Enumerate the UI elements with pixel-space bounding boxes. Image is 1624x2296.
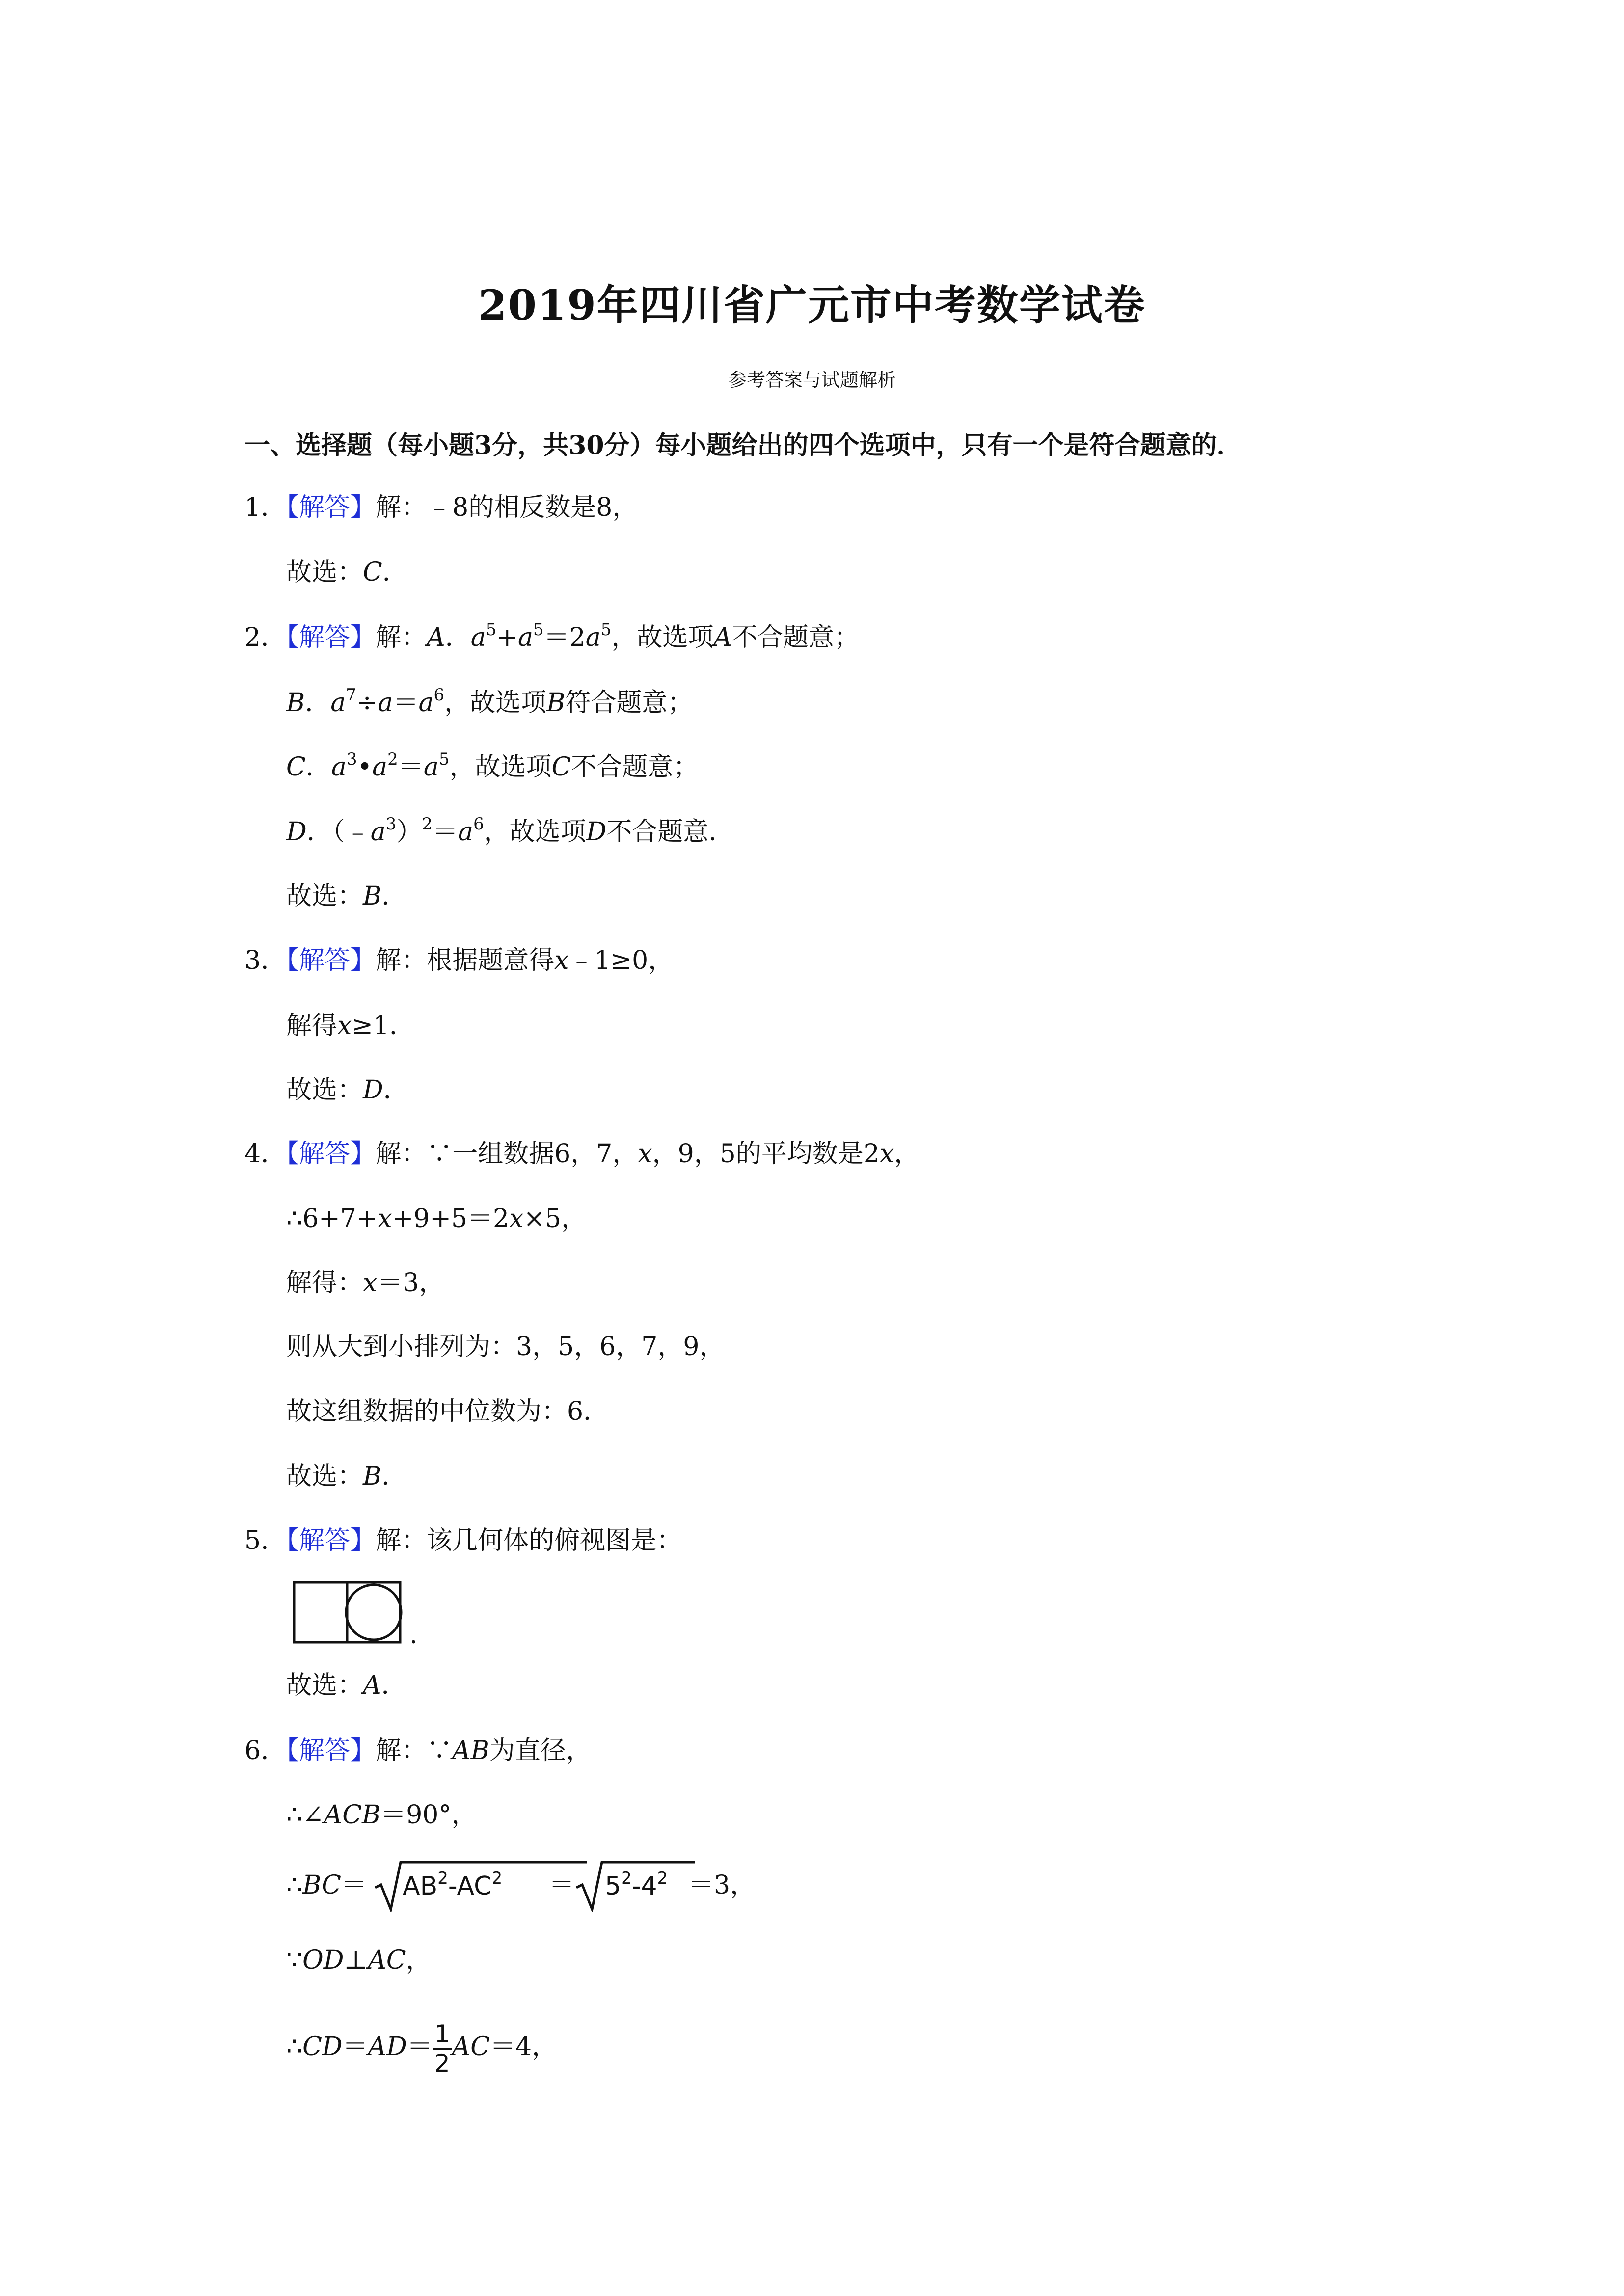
sqrt-radicand-2 xyxy=(605,1871,668,1901)
answer-text: ，故选项 xyxy=(611,623,714,652)
answer-text: ∴ xyxy=(286,2032,303,2061)
math-var: BC xyxy=(302,1870,342,1900)
answer-text: ． xyxy=(305,752,331,782)
question-number: 4． xyxy=(244,1139,287,1169)
math-exponent: 2 xyxy=(387,749,398,769)
q4-line-5: 故这组数据的中位数为：6． xyxy=(286,1397,609,1426)
math-op: ＝2 xyxy=(543,623,586,652)
fraction-half xyxy=(433,2020,452,2077)
math-op: ÷ xyxy=(356,688,378,718)
q4-line-1 xyxy=(244,1139,920,1169)
answer-text: 故选： xyxy=(286,881,363,911)
q5-line-2 xyxy=(286,1670,407,1701)
q2-line-2 xyxy=(286,685,693,718)
math-var: ACB xyxy=(324,1800,381,1830)
math-exponent: 5 xyxy=(533,620,544,640)
answer-text: 不合题意； xyxy=(571,752,699,782)
q6-result: ＝3， xyxy=(688,1870,756,1900)
math-var: x xyxy=(638,1139,652,1169)
math-var: AC xyxy=(368,1946,406,1975)
q3-line-3 xyxy=(286,1075,409,1105)
question-number: 2． xyxy=(244,623,287,652)
math-var: a xyxy=(418,688,434,718)
answer-text: ×5， xyxy=(523,1204,587,1233)
math-op: + xyxy=(496,623,518,652)
q2-line-4 xyxy=(286,814,734,847)
math-op: • xyxy=(357,752,373,782)
math-op: ＝ xyxy=(341,1870,367,1900)
q6-line-3 xyxy=(286,1870,367,1900)
math-op: ＝ xyxy=(393,688,419,718)
page-title: 2019年四川省广元市中考数学试卷 xyxy=(478,281,1146,329)
answer-text: 解：该几何体的俯视图是： xyxy=(376,1526,682,1555)
math-var: x xyxy=(337,1011,352,1041)
math-var: a xyxy=(378,688,393,718)
answer-text: ． xyxy=(445,623,471,652)
math-var: AC xyxy=(452,2032,490,2061)
answer-text: ，9，5的平均数是2 xyxy=(652,1139,880,1169)
answer-text: ∵ xyxy=(286,1946,303,1975)
answer-text: 解：∵ xyxy=(376,1736,453,1765)
math-exponent: 2 xyxy=(491,1869,503,1888)
math-op: ＝ xyxy=(406,2032,433,2061)
answer-text: ，故选项 xyxy=(444,688,547,718)
fraction-numerator: 1 xyxy=(433,2020,452,2050)
q4-line-6 xyxy=(286,1461,407,1492)
answer-text: 符合题意； xyxy=(565,688,693,718)
answer-text: ＝4， xyxy=(490,2032,558,2061)
answer-choice: B xyxy=(363,1462,382,1491)
answer-text: 故选： xyxy=(286,558,363,587)
math-var: a xyxy=(517,623,533,652)
answer-text: ，故选项 xyxy=(449,752,552,782)
math-exponent: 2 xyxy=(422,814,433,834)
top-view-figure xyxy=(292,1580,405,1644)
math-exponent: 2 xyxy=(621,1869,632,1888)
answer-text: ∴∠ xyxy=(286,1800,324,1830)
answer-text: ﹣1≥0， xyxy=(568,946,674,975)
answer-text: ，故选项 xyxy=(484,817,586,847)
question-number: 5． xyxy=(244,1526,287,1555)
answer-text: ∴ xyxy=(286,1870,303,1900)
figure-period: . xyxy=(409,1620,418,1650)
question-number: 1． xyxy=(244,493,287,522)
answer-text: ．（﹣ xyxy=(306,817,371,847)
answer-text: 不合题意． xyxy=(606,817,734,847)
math-op: -4 xyxy=(631,1871,657,1901)
math-var: a xyxy=(330,688,346,718)
q6-line-2 xyxy=(286,1800,477,1830)
math-var: CD xyxy=(302,2032,343,2061)
q6-line-1 xyxy=(244,1735,592,1766)
answer-text: ， xyxy=(406,1946,432,1975)
answer-tag: 【解答】 xyxy=(286,1526,376,1555)
answer-text: ． xyxy=(383,1075,409,1105)
q4-line-3 xyxy=(286,1268,444,1298)
math-number: 5 xyxy=(605,1871,622,1901)
math-var: x xyxy=(378,1204,392,1233)
option-letter: A xyxy=(713,623,732,652)
option-letter: D xyxy=(286,817,307,847)
answer-choice: A xyxy=(363,1671,381,1700)
q1-line-1 xyxy=(244,492,638,523)
figure-circle xyxy=(346,1585,401,1640)
answer-text: ∴6+7+ xyxy=(286,1204,378,1233)
math-var: a xyxy=(372,752,388,782)
q3-line-2 xyxy=(286,1011,415,1041)
answer-text: ＝90°， xyxy=(380,1800,477,1830)
math-var: a xyxy=(331,752,347,782)
answer-text: 为直径， xyxy=(489,1736,592,1765)
answer-choice: B xyxy=(363,881,382,911)
q2-line-5 xyxy=(286,881,407,911)
answer-text: ． xyxy=(381,1462,407,1491)
math-exponent: 2 xyxy=(657,1869,668,1888)
answer-tag: 【解答】 xyxy=(286,1736,376,1765)
q2-line-1 xyxy=(244,622,860,653)
answer-text: 解： xyxy=(376,623,427,652)
figure-square-left xyxy=(294,1582,347,1642)
math-op: -AC xyxy=(448,1871,492,1901)
answer-tag: 【解答】 xyxy=(286,493,376,522)
math-var: x xyxy=(879,1139,894,1169)
math-var: x xyxy=(554,946,569,975)
option-letter: C xyxy=(551,752,571,782)
q5-line-1 xyxy=(244,1525,682,1556)
answer-text: ． xyxy=(305,688,331,718)
answer-text: ≥1． xyxy=(352,1011,415,1041)
answer-text: ＝3， xyxy=(377,1268,445,1298)
math-var: a xyxy=(585,623,601,652)
math-exponent: 5 xyxy=(486,620,497,640)
q6-eq-2: ＝ xyxy=(549,1870,575,1900)
question-number: 3． xyxy=(244,946,287,975)
section-heading: 一、选择题（每小题3分，共30分）每小题给出的四个选项中，只有一个是符合题意的． xyxy=(244,430,1243,460)
answer-tag: 【解答】 xyxy=(286,1139,376,1169)
answer-text: 解：根据题意得 xyxy=(376,946,555,975)
answer-text: 解得 xyxy=(286,1011,338,1041)
answer-text: 解得： xyxy=(286,1268,363,1298)
answer-text: 故选： xyxy=(286,1462,363,1491)
math-var: x xyxy=(363,1268,378,1298)
math-exponent: 3 xyxy=(346,749,357,769)
q6-line-4 xyxy=(286,1945,432,1976)
math-var: a xyxy=(458,817,474,847)
fraction-denominator: 2 xyxy=(434,2049,450,2078)
math-var: a xyxy=(370,817,386,847)
math-exponent: 5 xyxy=(438,749,450,769)
answer-tag: 【解答】 xyxy=(286,946,376,975)
math-op: ⊥ xyxy=(344,1946,368,1975)
option-letter: B xyxy=(546,688,566,718)
q4-line-2 xyxy=(286,1203,587,1234)
math-exponent: 6 xyxy=(433,685,445,705)
answer-text: ， xyxy=(894,1139,920,1169)
math-var: AB xyxy=(403,1871,438,1901)
page-subtitle: 参考答案与试题解析 xyxy=(728,369,896,391)
answer-choice: C xyxy=(363,558,382,587)
q4-line-4: 则从大到小排列为：3，5，6，7，9， xyxy=(286,1332,725,1362)
q2-line-3 xyxy=(286,749,699,782)
math-var: AB xyxy=(452,1736,489,1765)
question-number: 6． xyxy=(244,1736,287,1765)
answer-text: +9+5＝2 xyxy=(392,1204,510,1233)
math-exponent: 7 xyxy=(346,685,356,705)
q6-line-5 xyxy=(286,2012,557,2081)
option-letter: A xyxy=(427,623,445,652)
sqrt-radicand-1 xyxy=(403,1871,502,1901)
answer-tag: 【解答】 xyxy=(286,623,376,652)
math-op: ＝ xyxy=(433,817,459,847)
math-op: ＝ xyxy=(398,752,424,782)
math-exponent: 3 xyxy=(385,814,397,834)
answer-text: 解：∵一组数据6，7， xyxy=(376,1139,638,1169)
math-exponent: 2 xyxy=(437,1869,448,1888)
q1-line-2 xyxy=(286,557,408,587)
q3-line-1 xyxy=(244,945,674,976)
answer-text: 故选： xyxy=(286,1671,363,1700)
answer-text: 解：﹣8的相反数是8， xyxy=(376,493,638,522)
math-var: AD xyxy=(368,2032,407,2061)
option-letter: D xyxy=(586,817,607,847)
answer-text: ． xyxy=(381,881,407,911)
answer-text: ． xyxy=(381,1671,407,1700)
math-exponent: 5 xyxy=(600,620,612,640)
math-exponent: 6 xyxy=(473,814,484,834)
math-var: a xyxy=(470,623,486,652)
math-var: a xyxy=(423,752,439,782)
answer-text: ． xyxy=(382,558,408,587)
math-var: OD xyxy=(302,1946,344,1975)
option-letter: C xyxy=(286,752,306,782)
option-letter: B xyxy=(286,688,305,718)
answer-text: 故选： xyxy=(286,1075,363,1105)
math-var: x xyxy=(509,1204,524,1233)
answer-choice: D xyxy=(363,1075,383,1105)
math-op: ＝ xyxy=(342,2032,368,2061)
math-op: ） xyxy=(396,817,422,847)
answer-text: 不合题意； xyxy=(731,623,860,652)
